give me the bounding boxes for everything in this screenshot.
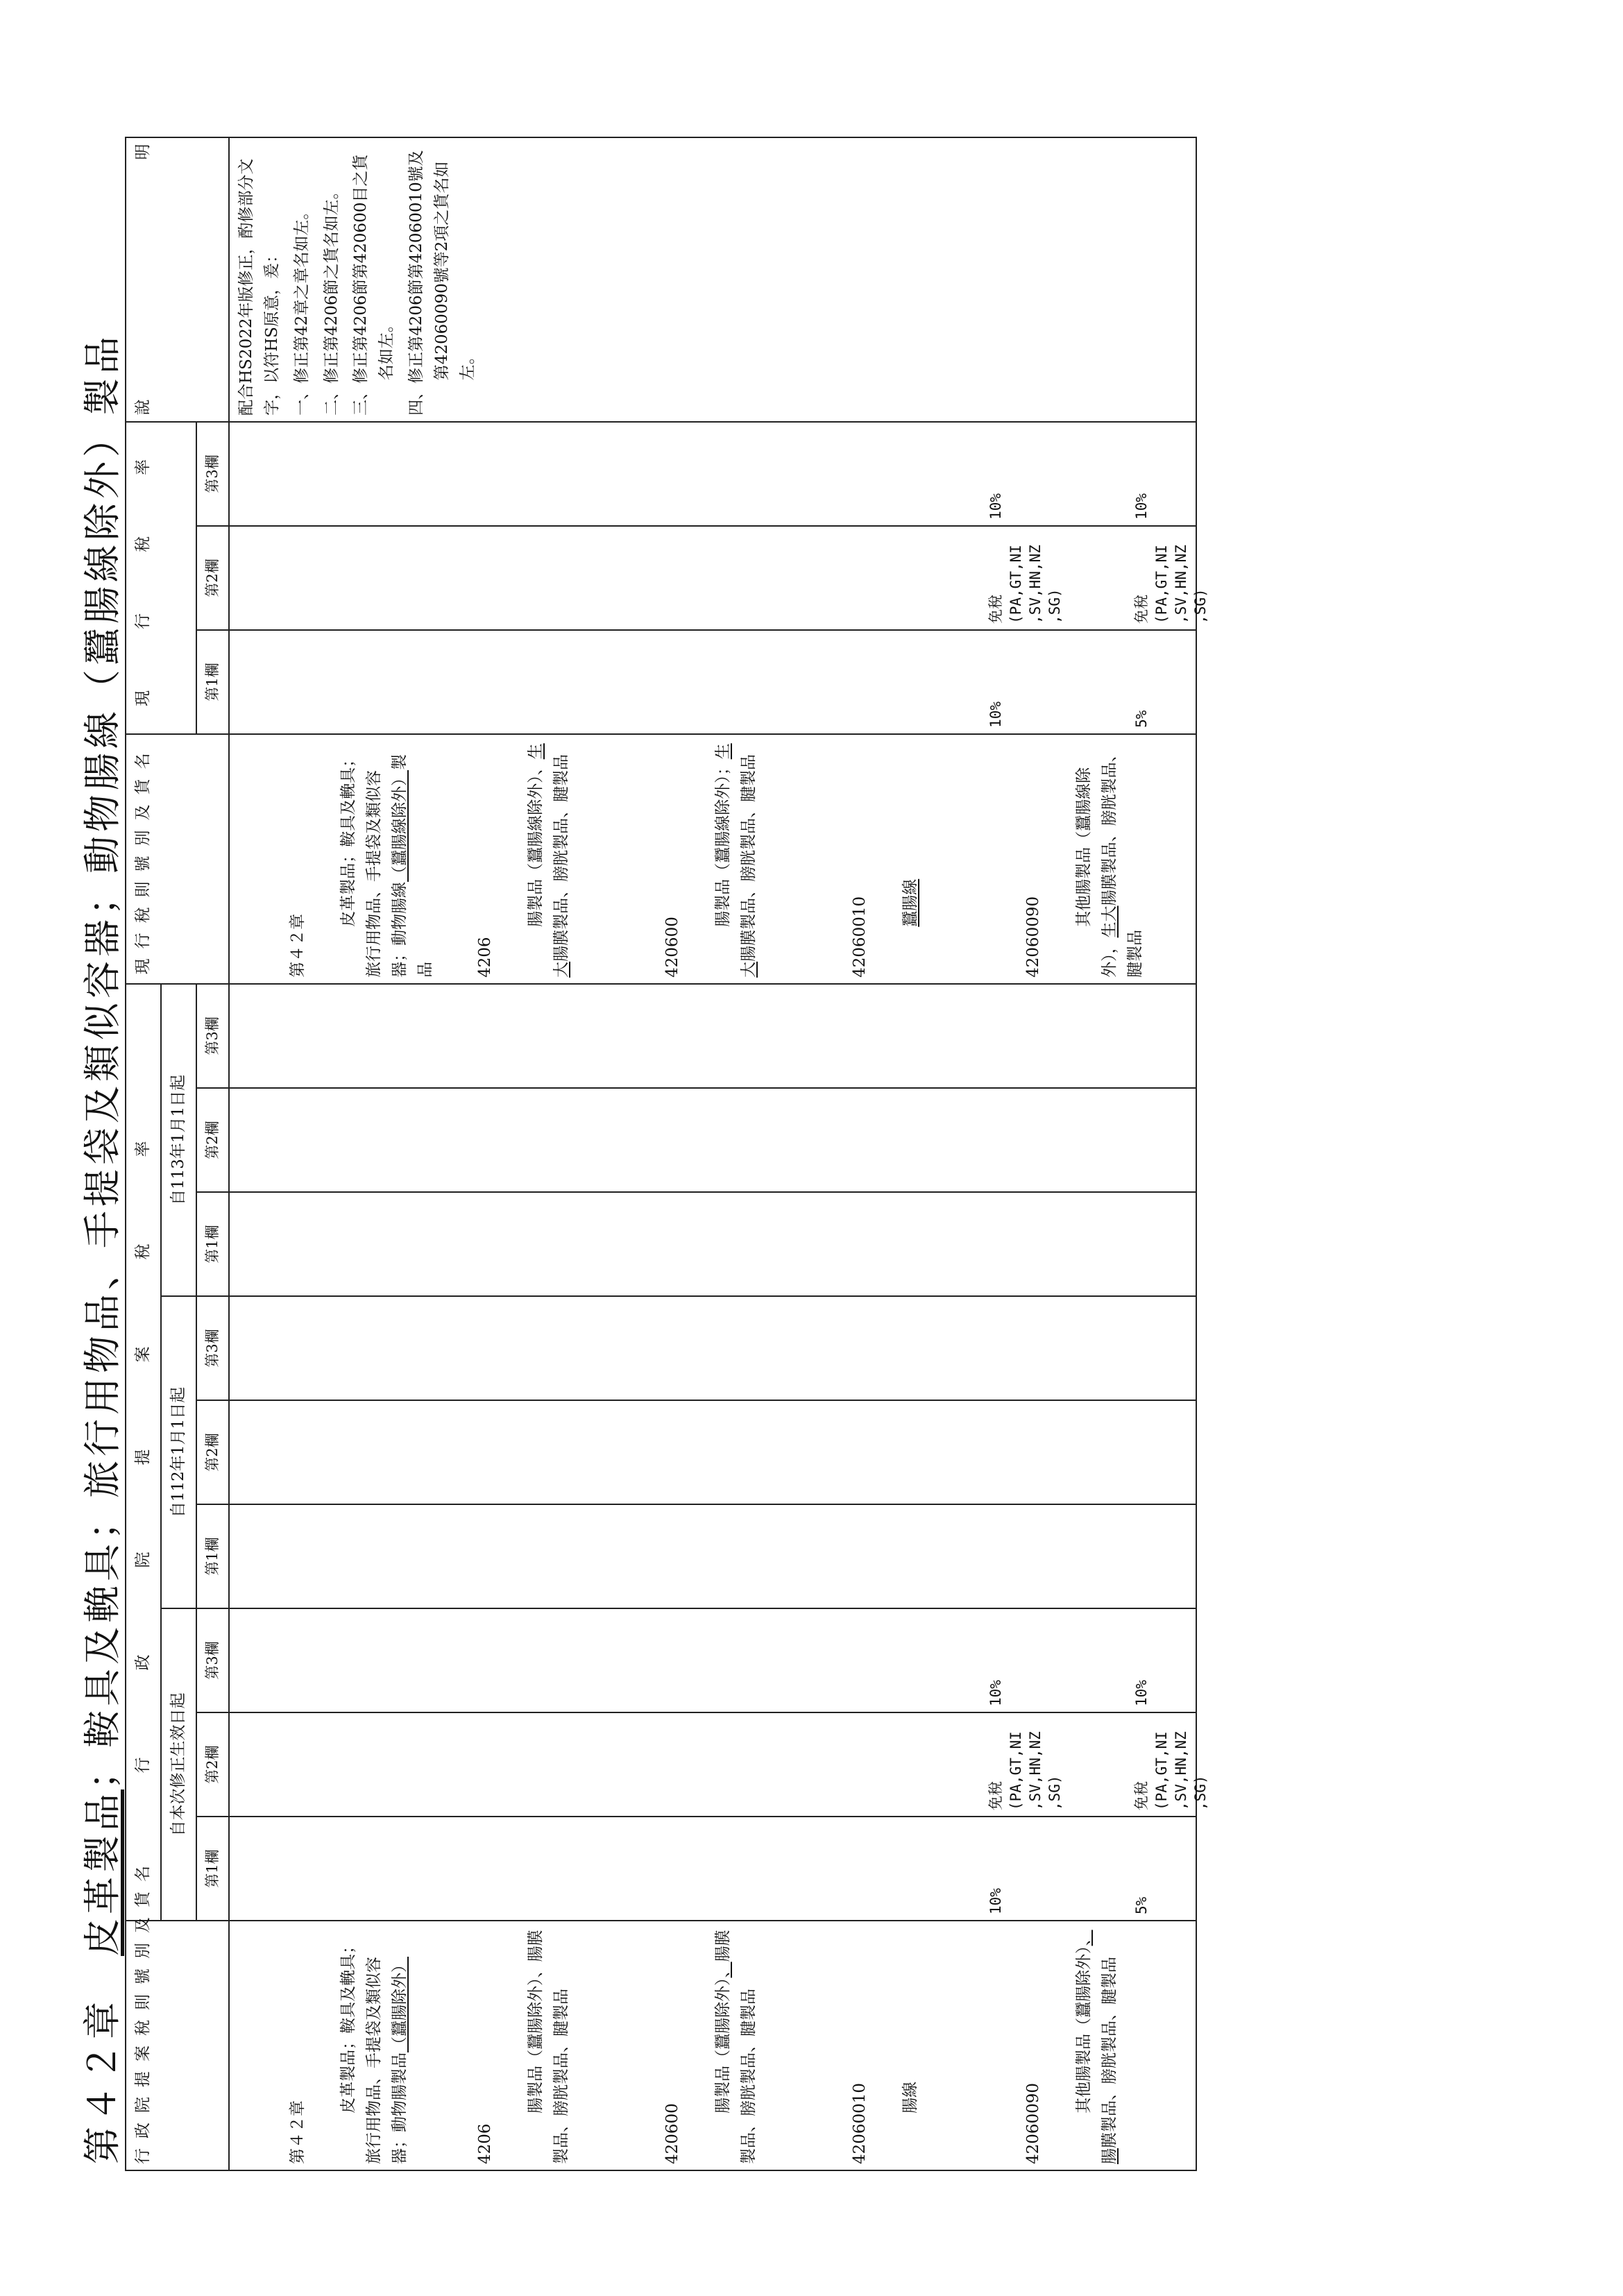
current-item-code: 第４２章 [288, 913, 307, 978]
current-col2-cell [229, 526, 1209, 630]
title-chapter: 第４２章 [80, 1998, 124, 2164]
header-p1-col3: 第3欄 [196, 1608, 230, 1712]
current-item-desc-underlined: 生大 [714, 743, 758, 978]
rate-value: 10% [987, 1680, 1005, 1706]
proposal-p1-col1-cell [229, 1817, 1196, 1921]
header-p1-col2: 第2欄 [196, 1712, 230, 1817]
rate-value: 免稅 (PA,GT,NI ,SV,HN,NZ ,SG) [987, 1731, 1064, 1810]
header-proposal-rates: 行 政 院 提 案 稅 率 [126, 984, 161, 1921]
notes-item: 三、修正第4206節第420600目之貨名如左。 [352, 154, 396, 416]
rate-value: 5% [1133, 1896, 1150, 1914]
header-notes: 說 明 [126, 137, 229, 422]
notes-intro: 配合HS2022年版修正，酌修部分文字，以符HS原意，爰： [237, 158, 281, 416]
current-item [609, 740, 796, 978]
header-cur-col3: 第3欄 [196, 422, 230, 526]
header-p3-col3: 第3欄 [196, 984, 230, 1088]
current-item-code: 42060090 [1023, 896, 1042, 978]
proposal-item-desc-underlined: 、 [714, 1962, 733, 1978]
current-item-desc: 腸製品（蠶腸線除外）、 [527, 759, 545, 927]
proposal-items-cell [229, 1921, 1196, 2170]
header-current-rates: 現 行 稅 率 [126, 422, 196, 734]
notes-list [289, 144, 481, 416]
proposal-item-code: 4206 [475, 2123, 494, 2164]
current-item [234, 740, 434, 978]
rate-value: 10% [1133, 1680, 1150, 1706]
header-cur-col1: 第1欄 [196, 630, 230, 734]
proposal-item-desc-rest: 膜製品、膀胱製品、腱製品 [1101, 1957, 1119, 2148]
current-item-desc-rest: 製品 [390, 754, 434, 978]
header-period-1: 自本次修正生效日起 [161, 1608, 196, 1921]
proposal-item-code: 42060090 [1023, 2082, 1042, 2164]
proposal-p3-col3-cell [229, 984, 1196, 1088]
current-items-cell [229, 734, 1196, 984]
current-item-desc-underlined: 生大 [527, 743, 571, 978]
rate-value: 10% [987, 493, 1005, 520]
proposal-item-code: 第４２章 [288, 2100, 307, 2164]
proposal-item-desc-underlined: （蠶腸除外） [390, 1957, 409, 2052]
header-p1-col1: 第1欄 [196, 1817, 230, 1921]
current-item-desc-underlined: （蠶腸線除外） [390, 769, 409, 882]
header-p3-col1: 第1欄 [196, 1192, 230, 1296]
current-item-desc: 其他腸製品（蠶腸線除外）， [1075, 767, 1119, 978]
header-period-3: 自113年1月1日起 [161, 984, 196, 1296]
current-item-desc-underlined: 蠶腸線 [901, 878, 920, 927]
proposal-item-desc-rest: 腸膜製品、膀胱製品、腱製品 [714, 1930, 758, 2164]
proposal-item-desc: 腸製品（蠶腸除外） [714, 1978, 733, 2114]
proposal-p1-col2-cell [229, 1712, 1209, 1817]
header-p2-col3: 第3欄 [196, 1296, 230, 1400]
current-item [796, 740, 969, 978]
current-item-desc-rest: 腸膜製品、膀胱製品、腱製品 [740, 754, 758, 962]
tariff-comparison-table [125, 137, 1209, 2171]
current-item-desc-rest: 腸膜製品、膀胱製品、腱製品 [552, 754, 571, 962]
notes-item: 四、修正第4206節第42060010號及第42060090號等2項之貨名如左。 [407, 150, 477, 416]
notes-cell [229, 137, 1196, 422]
proposal-item-desc: 腸製品（蠶腸除外）、腸膜製品、膀胱製品、腱製品 [527, 1930, 571, 2164]
proposal-item-desc: 皮革製品；鞍具及輓具；旅行用物品、手提袋及類似容器；動物腸製品 [339, 1937, 409, 2164]
proposal-p2-col2-cell [229, 1400, 1196, 1504]
proposal-item-desc: 其他腸製品（蠶腸除外） [1075, 1946, 1094, 2114]
current-item [421, 740, 609, 978]
proposal-item [969, 1927, 1148, 2164]
rate-value: 免稅 (PA,GT,NI ,SV,HN,NZ ,SG) [1133, 545, 1209, 624]
rate-value: 5% [1133, 710, 1150, 728]
current-item-code: 42060010 [850, 896, 869, 978]
current-item [969, 740, 1173, 978]
current-col3-cell [229, 422, 1196, 526]
proposal-item-code: 42060010 [850, 2082, 869, 2164]
proposal-item-desc: 腸線 [901, 2081, 920, 2114]
rate-value: 免稅 (PA,GT,NI ,SV,HN,NZ ,SG) [987, 545, 1064, 624]
header-p3-col2: 第2欄 [196, 1088, 230, 1192]
proposal-p1-col3-cell [229, 1608, 1196, 1712]
proposal-item [234, 1927, 421, 2164]
proposal-item [609, 1927, 796, 2164]
rate-value: 免稅 (PA,GT,NI ,SV,HN,NZ ,SG) [1133, 1731, 1209, 1810]
current-item-desc: 皮革製品；鞍具及輓具；旅行用物品、手提袋及類似容器；動物腸線 [339, 751, 409, 978]
current-item-desc: 腸製品（蠶腸線除外）； [714, 759, 733, 927]
header-current-items: 現行稅則號別及貨名 [126, 734, 229, 984]
proposal-p2-col1-cell [229, 1504, 1196, 1608]
proposal-p3-col2-cell [229, 1088, 1196, 1192]
current-item-code: 420600 [663, 917, 681, 978]
header-p2-col2: 第2欄 [196, 1400, 230, 1504]
current-col1-cell [229, 630, 1196, 734]
proposal-item-desc-underlined: 、腸 [1075, 1930, 1119, 2164]
title-main-underlined: 皮革製品 [80, 1789, 124, 1956]
proposal-item [421, 1927, 609, 2164]
current-item-code: 4206 [475, 937, 494, 978]
header-p2-col1: 第1欄 [196, 1504, 230, 1608]
proposal-item-code: 420600 [663, 2103, 681, 2164]
notes-item: 二、修正第4206節之貨名如左。 [322, 183, 341, 416]
rate-value: 10% [987, 701, 1005, 728]
proposal-item [796, 1927, 969, 2164]
current-item-desc-underlined: 生大 [1101, 905, 1119, 938]
proposal-p3-col1-cell [229, 1192, 1196, 1296]
proposal-p2-col3-cell [229, 1296, 1196, 1400]
current-item-desc-rest: 腸膜製品、膀胱製品、腱製品 [1101, 746, 1144, 978]
rate-value: 10% [1133, 493, 1150, 520]
header-proposal-items: 行政院提案稅則號別及貨名 [126, 1921, 229, 2170]
page-title [73, 332, 126, 2164]
title-main-rest: ；鞍具及輓具；旅行用物品、手提袋及類似容器；動物腸線（蠶腸線除外）製品 [80, 332, 124, 1789]
notes-item: 一、修正第42章之章名如左。 [292, 203, 311, 416]
rate-value: 10% [987, 1888, 1005, 1914]
header-cur-col2: 第2欄 [196, 526, 230, 630]
header-period-2: 自112年1月1日起 [161, 1296, 196, 1608]
